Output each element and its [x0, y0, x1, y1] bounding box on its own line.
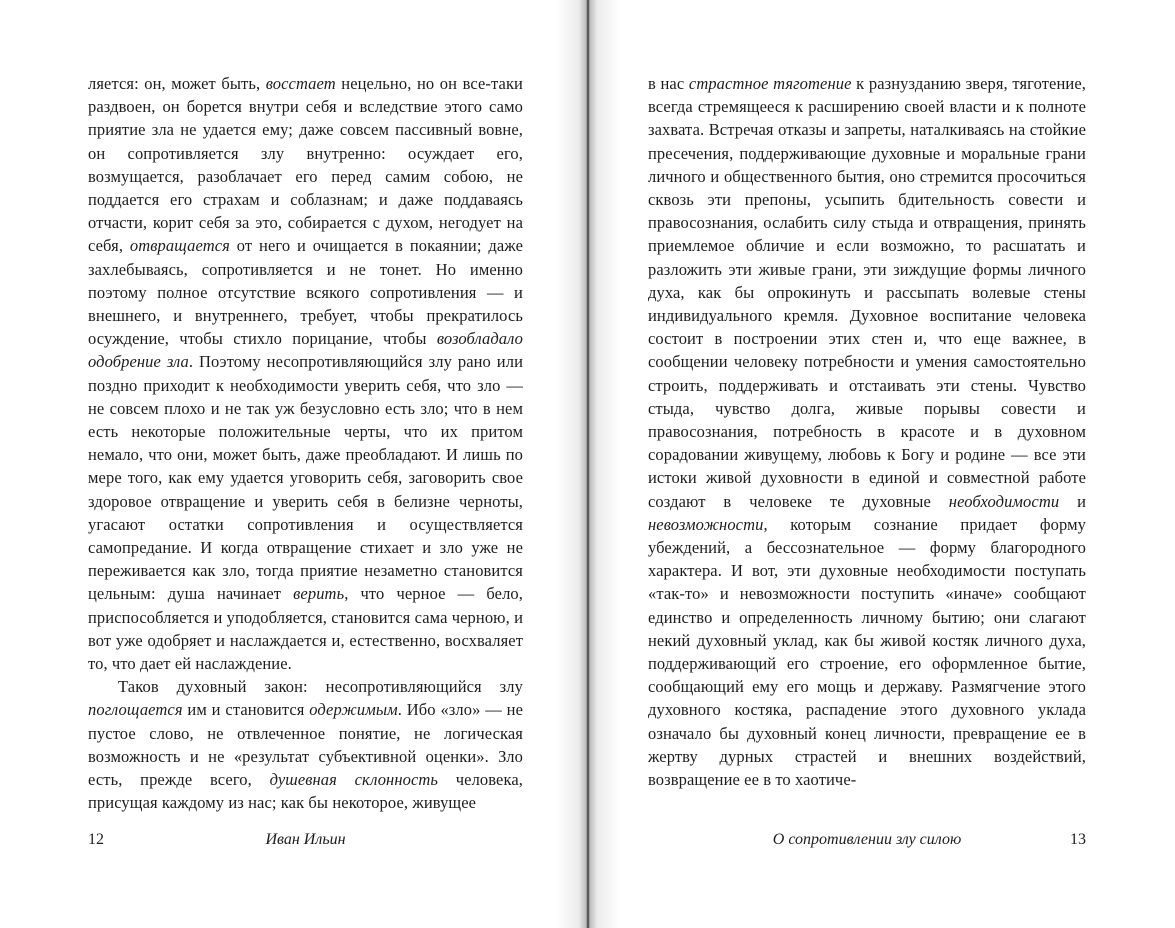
- left-page: [0, 0, 587, 928]
- left-page-footer: [88, 830, 523, 850]
- right-page: [588, 0, 1175, 928]
- page-number: 13: [1070, 831, 1086, 848]
- paragraph: в нас страстное тяготение к разнузданию зверя, тяготение, всегда стремящееся к расширению своей власти и к полноте захвата. Встречая отказы и запреты, наталкиваясь на стойкие пресечения, поддерживающие духовные и моральные грани личного и общественного бытия, оно стремится просочиться сквозь эти препоны, усыпить бдительность совести и правосознания, ослабить силу стыда и отвращения, принять приемлемое обличие и если возможно, то расшатать и разложить эти живые грани, эти зиждущие формы личного духа, как бы опрокинуть и рассыпать волевые стены индивидуального кремля. Духовное воспитание человека состоит в построении этих стен и, что еще важнее, в сообщении человеку потребности и умения самостоятельно строить, поддерживать и отстаивать эти стены. Чувство стыда, чувство долга, живые порывы совести и правосознания, потребность в красоте и в духовном сорадовании живущему, любовь к Богу и родине — все эти истоки живой духовности в единой и совместной работе создают в человеке те духовные необходимости и невозможности, которым сознание придает форму убеждений, а бессознательное — форму благородного характера. И вот, эти духовные необходимости поступать «так-то» и невозможности поступить «иначе» сообщают единство и определенность личному бытию; они слагают некий духовный уклад, как бы живой костяк личного духа, поддерживающий его строение, его оформленное бытие, сообщающий ему его мощь и державу. Размягчение этого духовного костяка, распадение этого духовного уклада означало бы духовный конец личности, превращение ее в жертву дурных страстей и внешних воздействий, возвращение ее в то хаотиче-: [648, 74, 1087, 790]
- running-footer-title: О сопротивлении злу силою: [772, 831, 962, 848]
- right-page-text: [648, 72, 1086, 791]
- paragraph: ляется: он, может быть, восстает нецельно, но он все-таки раздвоен, он борется внутри себя и вследствие этого само приятие зла не удается ему; даже совсем пассивный вовне, он сопротивляется злу внутренно: осуждает его, возмущается, разоблачает его перед самим собою, не поддается его страхам и соблазнам; и даже поддаваясь отчасти, корит себя за это, собирается с духом, негодует на себя, отвращается от него и очищается в покаянии; даже захлебываясь, сопротивляется и не тонет. Но именно поэтому полное отсутствие всякого сопротивления — и внешнего, и внутреннего, требует, чтобы прекратилось осуждение, чтобы стихло порицание, чтобы возобладало одобрение зла. Поэтому несопротивляющийся злу рано или поздно приходит к необходимости уверить себя, что зло — не совсем плохо и не так уж безусловно есть зло; что в нем есть некоторые положительные черты, что их притом немало, что они, может быть, даже преобладают. И лишь по мере того, как ему удается уговорить себя, заговорить свое здоровое отвращение и уверить себя в белизне черноты, угасают остатки сопротивления и осуществляется самопредание. И когда отвращение стихает и зло уже не переживается как зло, тогда приятие незаметно становится цельным: душа начинает верить, что черное — бело, приспособляется и уподобляется, становится сама черною, и вот уже одобряет и наслаждается и, естественно, восхваляет то, что дает ей наслаждение.: [88, 74, 524, 674]
- page-number: 12: [88, 831, 104, 848]
- running-footer-author: Иван Ильин: [265, 831, 346, 848]
- paragraph: Таков духовный закон: несопротивляющийся злу поглощается им и становится одержимым. Ибо «зло» — не пустое слово, не отвлеченное понятие, не логическая возможность и не «результат субъективной оценки». Зло есть, прежде всего, душевная склонность человека, присущая каждому из нас; как бы некоторое, живущее: [88, 677, 523, 813]
- left-page-text: [88, 72, 523, 815]
- right-page-footer: [648, 830, 1086, 850]
